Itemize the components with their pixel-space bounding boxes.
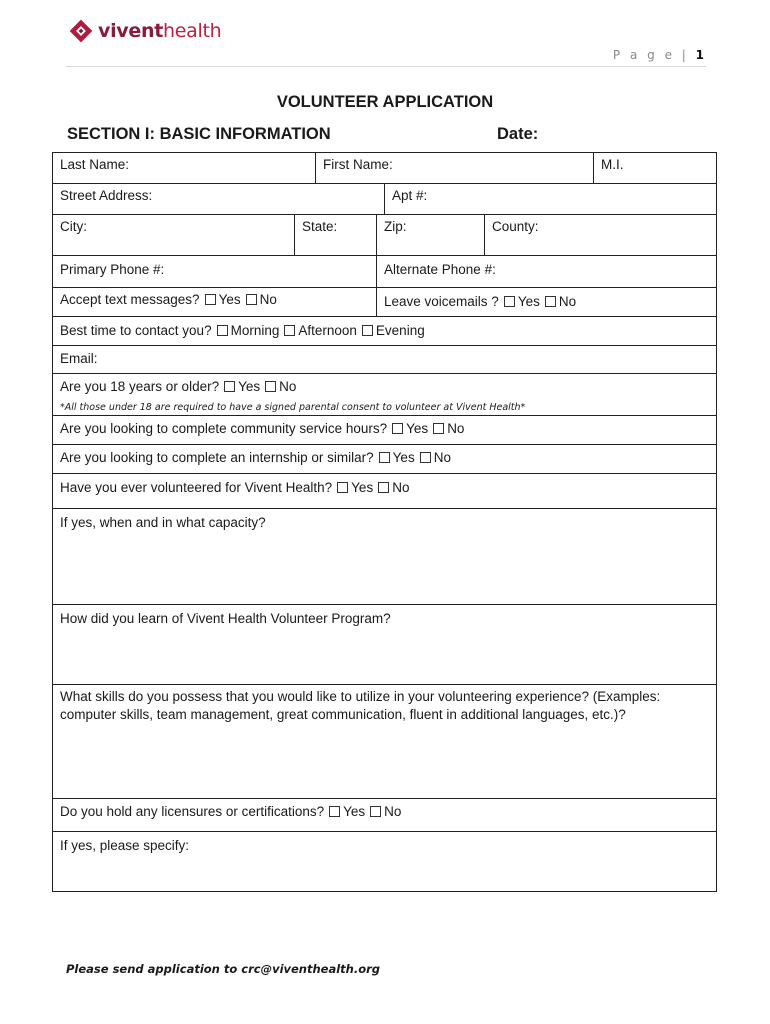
community-service-row	[52, 415, 717, 445]
vivent-health-logo	[68, 14, 221, 48]
internship-no-checkbox[interactable]	[420, 452, 431, 463]
age-yes-checkbox[interactable]	[224, 381, 235, 392]
city-field[interactable]: City:	[60, 219, 87, 234]
last-name-field[interactable]: Last Name:	[60, 157, 130, 172]
age-no-checkbox[interactable]	[265, 381, 276, 392]
voicemail-no-checkbox[interactable]	[545, 296, 556, 307]
footer-instructions: Please send application to crc@viventhealth.org	[66, 962, 381, 976]
name-row	[52, 152, 717, 184]
age-row	[52, 373, 717, 416]
text-yes-checkbox[interactable]	[205, 294, 216, 305]
middle-initial-field[interactable]: M.I.	[593, 153, 716, 183]
section-title: SECTION I: BASIC INFORMATION	[67, 125, 331, 143]
contact-prefs-row	[52, 287, 717, 317]
alternate-phone-field[interactable]: Alternate Phone #:	[376, 256, 716, 287]
header-divider	[66, 66, 706, 67]
volunteered-row	[52, 473, 717, 509]
volunteered-question: Have you ever volunteered for Vivent Health? Yes No	[60, 480, 410, 495]
licensure-yes-checkbox[interactable]	[329, 806, 340, 817]
evening-checkbox[interactable]	[362, 325, 373, 336]
skills-row	[52, 684, 717, 799]
date-label: Date:	[497, 125, 539, 143]
afternoon-checkbox[interactable]	[284, 325, 295, 336]
licensure-no-checkbox[interactable]	[370, 806, 381, 817]
primary-phone-field[interactable]: Primary Phone #:	[60, 262, 165, 277]
zip-field[interactable]: Zip:	[376, 215, 484, 255]
parental-consent-note: *All those under 18 are required to have a signed parental consent to volunteer at Vivent Health*	[60, 402, 526, 413]
address-row	[52, 183, 717, 215]
licensures-question: Do you hold any licensures or certifications? Yes No	[60, 804, 402, 819]
text-messages-question: Accept text messages? Yes No	[60, 292, 277, 307]
internship-yes-checkbox[interactable]	[379, 452, 390, 463]
licensures-row	[52, 798, 717, 832]
community-yes-checkbox[interactable]	[392, 423, 403, 434]
specify-row	[52, 831, 717, 892]
state-field[interactable]: State:	[294, 215, 376, 255]
email-row	[52, 345, 717, 374]
best-time-question: Best time to contact you? Morning Afternoon Evening	[60, 323, 425, 338]
how-learn-field[interactable]: How did you learn of Vivent Health Volunteer Program?	[60, 611, 391, 626]
text-no-checkbox[interactable]	[246, 294, 257, 305]
volunteered-yes-checkbox[interactable]	[337, 482, 348, 493]
street-address-field[interactable]: Street Address:	[60, 188, 153, 203]
voicemail-yes-checkbox[interactable]	[504, 296, 515, 307]
capacity-field[interactable]: If yes, when and in what capacity?	[60, 515, 266, 530]
page-number: P a g e | 1	[612, 48, 704, 62]
internship-question: Are you looking to complete an internship or similar? Yes No	[60, 450, 451, 465]
application-form	[52, 152, 717, 892]
age-question: Are you 18 years or older? Yes No *All those under 18 are required to have a signed parental consent to volunteer at Vivent Health*	[60, 379, 526, 413]
county-field[interactable]: County:	[484, 215, 716, 255]
apt-field[interactable]: Apt #:	[384, 184, 716, 214]
voicemails-question: Leave voicemails ? Yes No	[376, 288, 716, 316]
logo-diamond-icon	[68, 18, 94, 44]
email-field[interactable]: Email:	[60, 351, 98, 366]
community-service-question: Are you looking to complete community service hours? Yes No	[60, 421, 465, 436]
logo-wordmark: viventhealth	[98, 20, 222, 42]
skills-field[interactable]: What skills do you possess that you would like to utilize in your volunteering experience? (Examples: computer skills, team management, great communication, fluent in additional languages, etc.)?	[60, 689, 661, 722]
phone-row	[52, 255, 717, 288]
best-time-row	[52, 316, 717, 346]
capacity-row	[52, 508, 717, 605]
morning-checkbox[interactable]	[217, 325, 228, 336]
internship-row	[52, 444, 717, 474]
specify-field[interactable]: If yes, please specify:	[60, 838, 190, 853]
how-learn-row	[52, 604, 717, 685]
first-name-field[interactable]: First Name:	[315, 153, 593, 183]
page-title: VOLUNTEER APPLICATION	[276, 93, 494, 111]
volunteered-no-checkbox[interactable]	[378, 482, 389, 493]
city-row	[52, 214, 717, 256]
community-no-checkbox[interactable]	[433, 423, 444, 434]
